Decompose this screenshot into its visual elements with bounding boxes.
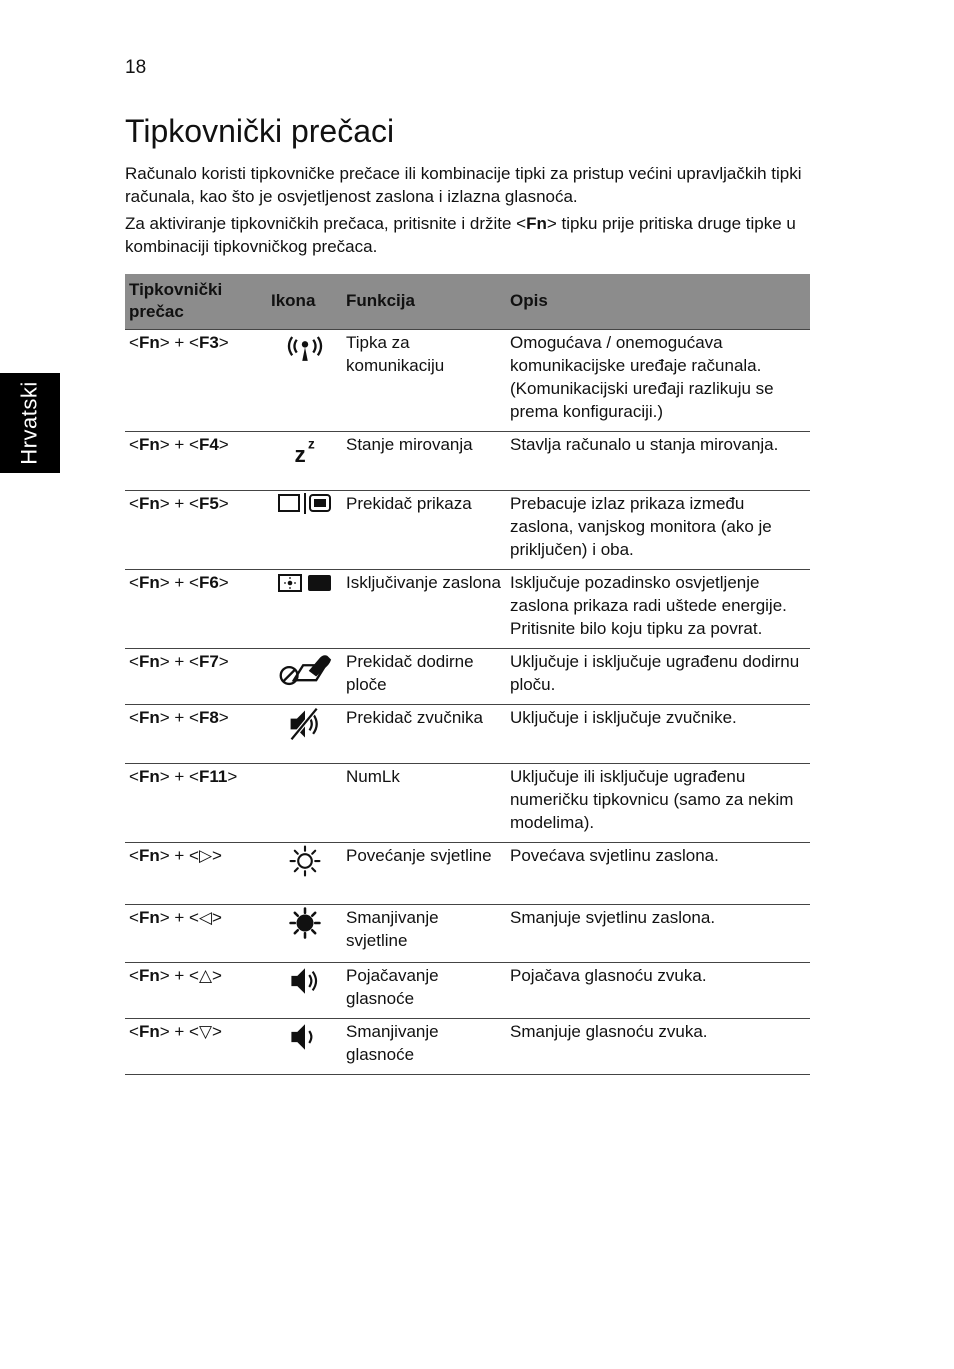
bracket: > xyxy=(212,965,222,985)
shortcut-cell xyxy=(125,490,267,569)
function-key: ▷ xyxy=(198,845,213,865)
table-row xyxy=(125,1018,810,1074)
function-cell: Smanjivanje glasnoće xyxy=(342,1018,506,1074)
bracket: < xyxy=(129,493,139,513)
description-cell: Stavlja računalo u stanja mirovanja. xyxy=(506,431,810,490)
description-cell: Smanjuje glasnoću zvuka. xyxy=(506,1018,810,1074)
function-key: F11 xyxy=(198,766,228,786)
table-row xyxy=(125,704,810,763)
function-key: F5 xyxy=(198,493,219,513)
shortcut-cell xyxy=(125,431,267,490)
fn-key: Fn xyxy=(138,907,160,927)
fn-key: Fn xyxy=(138,1021,160,1041)
intro-p2-end: > tipku prije pritiska druge tipke u kombinaciji tipkovničkog prečaca. xyxy=(125,214,796,256)
icon-cell xyxy=(267,490,342,569)
icon-cell xyxy=(267,962,342,1018)
shortcut-cell xyxy=(125,569,267,648)
function-key: F3 xyxy=(198,332,219,352)
function-key: F4 xyxy=(198,434,219,454)
volume-up-icon xyxy=(288,964,322,998)
touchpad-toggle-icon xyxy=(277,650,333,688)
shortcut-cell xyxy=(125,842,267,904)
fn-key: Fn xyxy=(138,493,160,513)
description-cell: Prebacuje izlaz prikaza između zaslona, vanjskog monitora (ako je priključen) i oba. xyxy=(506,490,810,569)
bracket: > + < xyxy=(159,707,199,727)
bracket: > + < xyxy=(159,493,199,513)
function-cell: Prekidač dodirne ploče xyxy=(342,648,506,704)
fn-key: Fn xyxy=(138,651,160,671)
icon-cell xyxy=(267,329,342,431)
shortcut-table xyxy=(125,274,810,1075)
wireless-icon xyxy=(283,331,327,365)
bracket: > + < xyxy=(159,766,199,786)
description-cell: Pojačava glasnoću zvuka. xyxy=(506,962,810,1018)
table-row xyxy=(125,431,810,490)
table-row xyxy=(125,329,810,431)
icon-cell xyxy=(267,431,342,490)
table-header-row xyxy=(125,274,810,329)
fn-key: Fn xyxy=(138,965,160,985)
speaker-mute-icon xyxy=(287,706,323,742)
description-cell: Smanjuje svjetlinu zaslona. xyxy=(506,904,810,962)
function-cell: Tipka za komunikaciju xyxy=(342,329,506,431)
shortcut-cell xyxy=(125,904,267,962)
function-cell: Smanjivanje svjetline xyxy=(342,904,506,962)
header-icon: Ikona xyxy=(267,274,342,329)
page-title: Tipkovnički prečaci xyxy=(125,113,395,149)
bracket: > + < xyxy=(159,907,199,927)
bracket: > xyxy=(218,332,229,352)
function-key: F7 xyxy=(198,651,219,671)
fn-key: Fn xyxy=(138,572,160,592)
table-row xyxy=(125,763,810,842)
header-description: Opis xyxy=(506,274,810,329)
bracket: > xyxy=(212,845,222,865)
function-cell: Povećanje svjetline xyxy=(342,842,506,904)
language-label: Hrvatski xyxy=(17,381,43,465)
function-cell: Pojačavanje glasnoće xyxy=(342,962,506,1018)
fn-key: Fn xyxy=(138,707,160,727)
volume-down-icon xyxy=(288,1020,322,1054)
icon-cell xyxy=(267,1018,342,1074)
bracket: < xyxy=(129,766,139,786)
shortcut-cell xyxy=(125,763,267,842)
bracket: < xyxy=(129,907,139,927)
bracket: > + < xyxy=(159,572,199,592)
bracket: > + < xyxy=(159,434,199,454)
description-cell: Isključuje pozadinsko osvjetljenje zaslona prikaza radi uštede energije. Pritisnite bilo koju tipku za povrat. xyxy=(506,569,810,648)
bracket: > xyxy=(218,572,229,592)
bracket: > xyxy=(218,651,229,671)
shortcut-cell xyxy=(125,962,267,1018)
function-cell: Prekidač zvučnika xyxy=(342,704,506,763)
screen-off-icon xyxy=(277,571,333,595)
intro-paragraph-1: Računalo koristi tipkovničke prečace ili kombinacije tipki za pristup većini upravljačkih tipki računala, kao što je osvjetljenost zaslona i izlazna glasnoća. xyxy=(125,164,802,206)
icon-cell xyxy=(267,569,342,648)
bracket: > + < xyxy=(159,651,199,671)
bracket: > xyxy=(218,434,229,454)
shortcut-cell xyxy=(125,329,267,431)
fn-key: Fn xyxy=(138,845,160,865)
function-cell: Stanje mirovanja xyxy=(342,431,506,490)
brightness-down-icon xyxy=(288,906,322,940)
header-shortcut: Tipkovnički prečac xyxy=(125,274,267,329)
function-cell: Isključivanje zaslona xyxy=(342,569,506,648)
bracket: < xyxy=(129,651,139,671)
table-row xyxy=(125,962,810,1018)
page-number: 18 xyxy=(125,57,147,78)
brightness-up-icon xyxy=(288,844,322,878)
icon-cell xyxy=(267,648,342,704)
description-cell: Povećava svjetlinu zaslona. xyxy=(506,842,810,904)
table-row xyxy=(125,490,810,569)
sleep-icon xyxy=(287,433,323,467)
fn-key: Fn xyxy=(138,434,160,454)
description-cell: Uključuje i isključuje ugrađenu dodirnu ploču. xyxy=(506,648,810,704)
shortcut-cell xyxy=(125,1018,267,1074)
display-toggle-icon xyxy=(277,492,333,516)
shortcut-cell xyxy=(125,704,267,763)
function-key: ◁ xyxy=(198,907,213,927)
bracket: > xyxy=(212,907,222,927)
function-cell: Prekidač prikaza xyxy=(342,490,506,569)
table-row xyxy=(125,842,810,904)
intro-paragraph-2 xyxy=(125,212,815,258)
bracket: > xyxy=(218,493,229,513)
function-key: △ xyxy=(198,965,213,985)
function-key: F6 xyxy=(198,572,219,592)
description-cell: Uključuje i isključuje zvučnike. xyxy=(506,704,810,763)
intro-p2-start: Za aktiviranje tipkovničkih prečaca, pritisnite i držite < xyxy=(125,214,527,233)
icon-cell xyxy=(267,904,342,962)
table-row xyxy=(125,569,810,648)
bracket: > xyxy=(227,766,238,786)
bracket: > xyxy=(218,707,229,727)
fn-key: Fn xyxy=(138,766,160,786)
table-row xyxy=(125,648,810,704)
fn-key: Fn xyxy=(138,332,160,352)
shortcut-cell xyxy=(125,648,267,704)
bracket: > + < xyxy=(159,845,199,865)
bracket: < xyxy=(129,707,139,727)
intro-p2-key: Fn xyxy=(526,214,547,233)
bracket: > + < xyxy=(159,1021,199,1041)
bracket: < xyxy=(129,572,139,592)
bracket: < xyxy=(129,845,139,865)
description-cell: Omogućava / onemogućava komunikacijske uređaje računala. (Komunikacijski uređaji razlikuju se prema konfiguraciji.) xyxy=(506,329,810,431)
icon-cell xyxy=(267,842,342,904)
header-function: Funkcija xyxy=(342,274,506,329)
bracket: < xyxy=(129,332,139,352)
bracket: > xyxy=(212,1021,222,1041)
bracket: > + < xyxy=(159,965,199,985)
bracket: < xyxy=(129,434,139,454)
description-cell: Uključuje ili isključuje ugrađenu numeričku tipkovnicu (samo za nekim modelima). xyxy=(506,763,810,842)
bracket: > + < xyxy=(159,332,199,352)
function-cell: NumLk xyxy=(342,763,506,842)
bracket: < xyxy=(129,1021,139,1041)
icon-cell xyxy=(267,763,342,842)
function-key: F8 xyxy=(198,707,219,727)
language-side-tab xyxy=(0,373,60,473)
function-key: ▽ xyxy=(198,1021,213,1041)
bracket: < xyxy=(129,965,139,985)
icon-cell xyxy=(267,704,342,763)
table-row xyxy=(125,904,810,962)
